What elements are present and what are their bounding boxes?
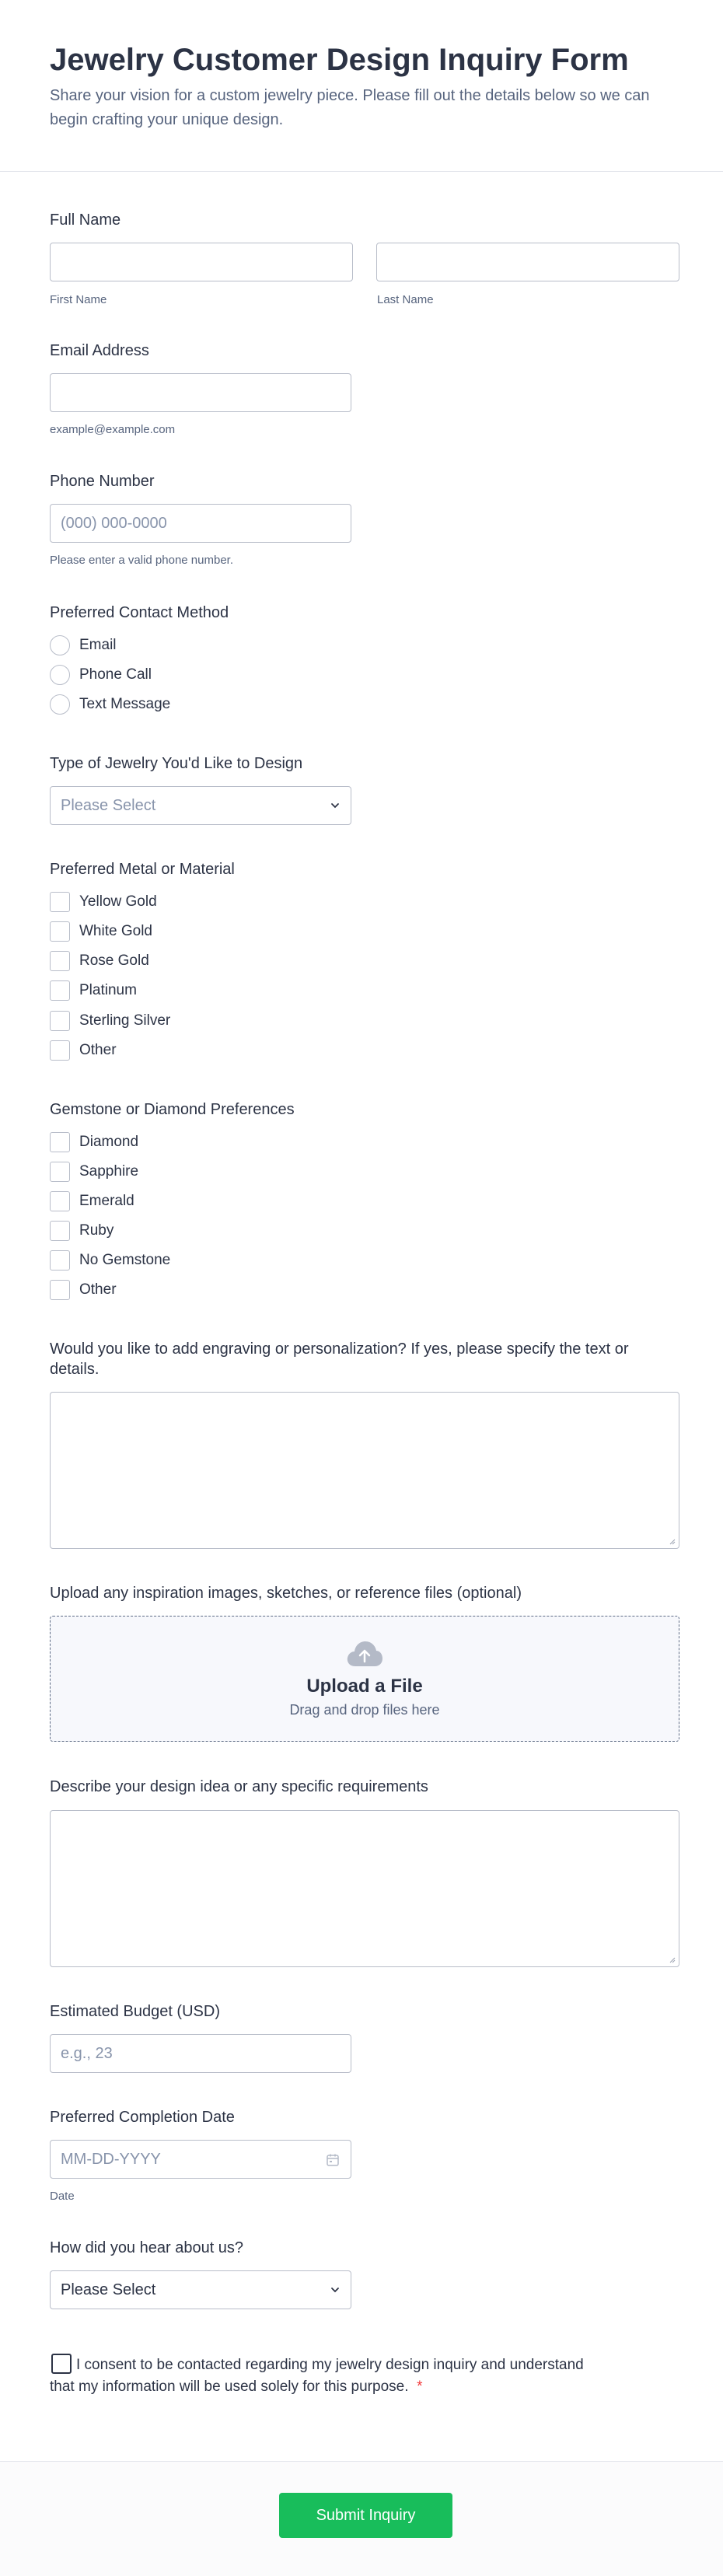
phone-input[interactable]	[50, 504, 351, 543]
referral-label: How did you hear about us?	[50, 2239, 244, 2256]
metal-option-yellow-gold[interactable]	[50, 892, 157, 912]
referral-value: Please Select	[61, 2281, 156, 2298]
completion-date-label: Preferred Completion Date	[50, 2109, 235, 2126]
upload-title: Upload a File	[306, 1675, 423, 1697]
calendar-icon[interactable]	[326, 2153, 340, 2167]
checkbox[interactable]	[50, 1191, 70, 1211]
gem-option-diamond[interactable]	[50, 1132, 138, 1152]
checkbox[interactable]	[50, 1162, 70, 1182]
option-label: No Gemstone	[79, 1252, 171, 1268]
last-name-sublabel: Last Name	[377, 293, 434, 306]
contact-option-email[interactable]	[50, 635, 117, 655]
checkbox[interactable]	[50, 1132, 70, 1152]
date-sublabel: Date	[50, 2190, 75, 2203]
radio-button[interactable]	[50, 635, 70, 655]
form-description: Share your vision for a custom jewelry piece. Please fill out the details below so we can begin crafting your unique design.	[50, 87, 650, 128]
option-label: Phone Call	[79, 666, 152, 683]
budget-label: Estimated Budget (USD)	[50, 2003, 220, 2020]
metal-label: Preferred Metal or Material	[50, 861, 235, 878]
gem-option-no-gemstone[interactable]	[50, 1250, 170, 1271]
metal-option-other[interactable]	[50, 1040, 117, 1061]
checkbox[interactable]	[50, 951, 70, 971]
phone-label: Phone Number	[50, 473, 155, 490]
full-name-label: Full Name	[50, 211, 121, 229]
last-name-input[interactable]	[376, 243, 679, 281]
option-label: Text Message	[79, 696, 171, 712]
option-label: Yellow Gold	[79, 893, 157, 910]
design-idea-textarea[interactable]	[50, 1810, 679, 1967]
budget-placeholder: e.g., 23	[61, 2044, 113, 2062]
engraving-textarea[interactable]	[50, 1392, 679, 1549]
checkbox[interactable]	[50, 921, 70, 942]
option-label: Diamond	[79, 1134, 139, 1150]
cloud-upload-icon	[345, 1640, 384, 1669]
option-label: Rose Gold	[79, 952, 149, 969]
consent-checkbox[interactable]	[51, 2354, 72, 2374]
upload-label: Upload any inspiration images, sketches, or reference files (optional)	[50, 1585, 522, 1602]
option-label: White Gold	[79, 923, 152, 939]
gemstone-label: Gemstone or Diamond Preferences	[50, 1101, 295, 1118]
form-footer	[0, 2461, 723, 2576]
checkbox[interactable]	[50, 1250, 70, 1271]
option-label: Email	[79, 637, 117, 653]
metal-option-sterling-silver[interactable]	[50, 1011, 170, 1031]
email-sublabel: example@example.com	[50, 423, 176, 436]
option-label: Sterling Silver	[79, 1012, 171, 1029]
checkbox[interactable]	[50, 1221, 70, 1241]
phone-sublabel: Please enter a valid phone number.	[50, 554, 233, 567]
metal-option-white-gold[interactable]	[50, 921, 152, 942]
referral-select[interactable]	[50, 2270, 351, 2309]
checkbox[interactable]	[50, 1011, 70, 1031]
form-header	[0, 0, 723, 172]
option-label: Sapphire	[79, 1163, 139, 1180]
form-title: Jewelry Customer Design Inquiry Form	[50, 43, 629, 77]
radio-button[interactable]	[50, 665, 70, 685]
contact-option-text-message[interactable]	[50, 694, 170, 715]
checkbox[interactable]	[50, 1280, 70, 1300]
first-name-input[interactable]	[50, 243, 353, 281]
consent-field	[50, 2354, 594, 2398]
option-label: Other	[79, 1281, 117, 1298]
date-placeholder: MM-DD-YYYY	[61, 2150, 161, 2168]
checkbox[interactable]	[50, 892, 70, 912]
metal-option-platinum[interactable]	[50, 980, 137, 1001]
phone-placeholder: (000) 000-0000	[61, 514, 167, 532]
gem-option-ruby[interactable]	[50, 1221, 114, 1241]
chevron-down-icon	[330, 2285, 340, 2295]
file-upload-dropzone[interactable]	[50, 1616, 679, 1742]
design-idea-label: Describe your design idea or any specific requirements	[50, 1778, 428, 1795]
radio-button[interactable]	[50, 694, 70, 715]
budget-input[interactable]	[50, 2034, 351, 2073]
gem-option-other[interactable]	[50, 1280, 117, 1300]
option-label: Emerald	[79, 1193, 134, 1209]
option-label: Ruby	[79, 1222, 114, 1239]
gem-option-emerald[interactable]	[50, 1191, 134, 1211]
jewelry-type-select[interactable]	[50, 786, 351, 825]
checkbox[interactable]	[50, 980, 70, 1001]
contact-option-phone-call[interactable]	[50, 665, 152, 685]
first-name-sublabel: First Name	[50, 293, 107, 306]
submit-button[interactable]: Submit Inquiry	[279, 2493, 452, 2538]
contact-method-label: Preferred Contact Method	[50, 604, 229, 621]
completion-date-input[interactable]	[50, 2140, 351, 2179]
resize-grip-icon[interactable]	[668, 1956, 676, 1963]
consent-text: I consent to be contacted regarding my jewelry design inquiry and understand that my information will be used solely for this purpose.	[50, 2357, 584, 2395]
metal-option-rose-gold[interactable]	[50, 951, 149, 971]
email-label: Email Address	[50, 342, 149, 359]
required-asterisk: *	[417, 2379, 423, 2395]
option-label: Other	[79, 1042, 117, 1058]
gem-option-sapphire[interactable]	[50, 1162, 138, 1182]
resize-grip-icon[interactable]	[668, 1537, 676, 1545]
email-input[interactable]	[50, 373, 351, 412]
engraving-label: Would you like to add engraving or personalization? If yes, please specify the text or details.	[50, 1340, 629, 1378]
jewelry-type-placeholder: Please Select	[61, 796, 156, 814]
upload-subtitle: Drag and drop files here	[289, 1701, 440, 1718]
chevron-down-icon	[330, 801, 340, 810]
option-label: Platinum	[79, 982, 137, 998]
jewelry-type-label: Type of Jewelry You'd Like to Design	[50, 755, 303, 772]
checkbox[interactable]	[50, 1040, 70, 1061]
